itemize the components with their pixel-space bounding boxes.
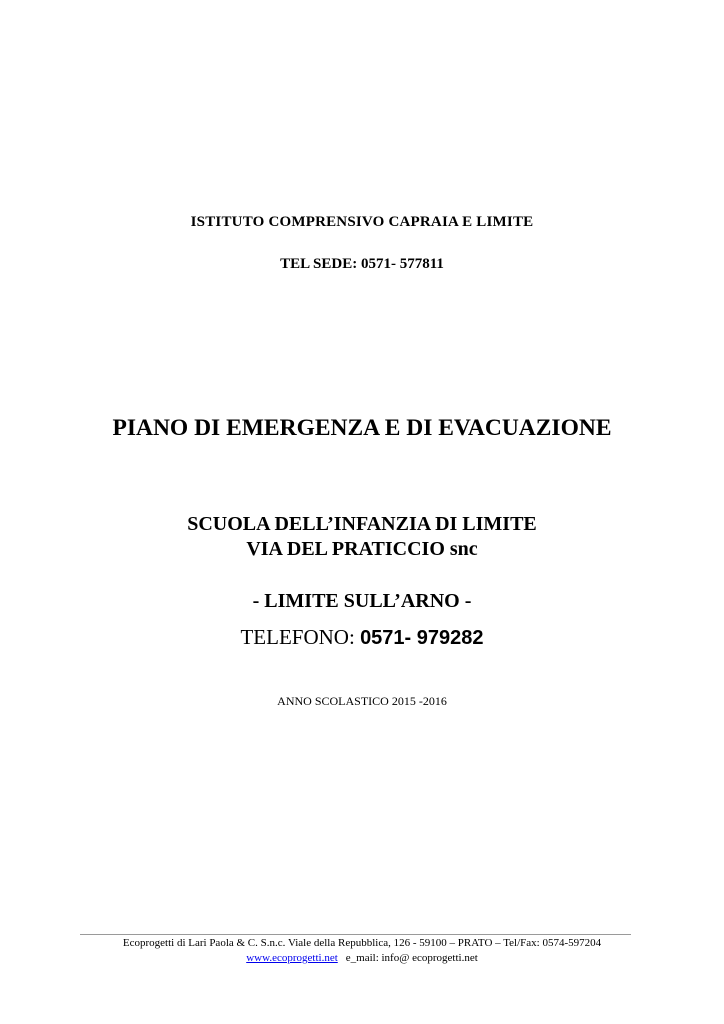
school-name: ISTITUTO COMPRENSIVO CAPRAIA E LIMITE: [190, 214, 534, 230]
address-line: VIA DEL PRATICCIO snc: [246, 538, 478, 560]
telephone-label: TELEFONO:: [240, 625, 361, 649]
website-link[interactable]: www.ecoprogetti.net: [246, 952, 338, 964]
telephone-number: 0571- 979282: [360, 627, 484, 649]
document-title: PIANO DI EMERGENZA E DI EVACUAZIONE: [112, 415, 612, 441]
footer-company: Ecoprogetti di Lari Paola & C. S.n.c. Viale della Repubblica, 126 - 59100 – PRATO – Tel/Fax: 0574-597204: [122, 937, 602, 949]
footer-email: e_mail: info@ ecoprogetti.net: [345, 952, 478, 964]
school-phone: TEL SEDE: 0571- 577811: [280, 256, 444, 272]
telephone-line: [0, 625, 724, 650]
footer-contacts: [0, 952, 724, 964]
school-line: SCUOLA DELL’INFANZIA DI LIMITE: [187, 513, 537, 535]
locality-line: - LIMITE SULL’ARNO -: [252, 590, 472, 612]
school-year: ANNO SCOLASTICO 2015 -2016: [277, 694, 447, 708]
footer-divider: [80, 934, 631, 935]
